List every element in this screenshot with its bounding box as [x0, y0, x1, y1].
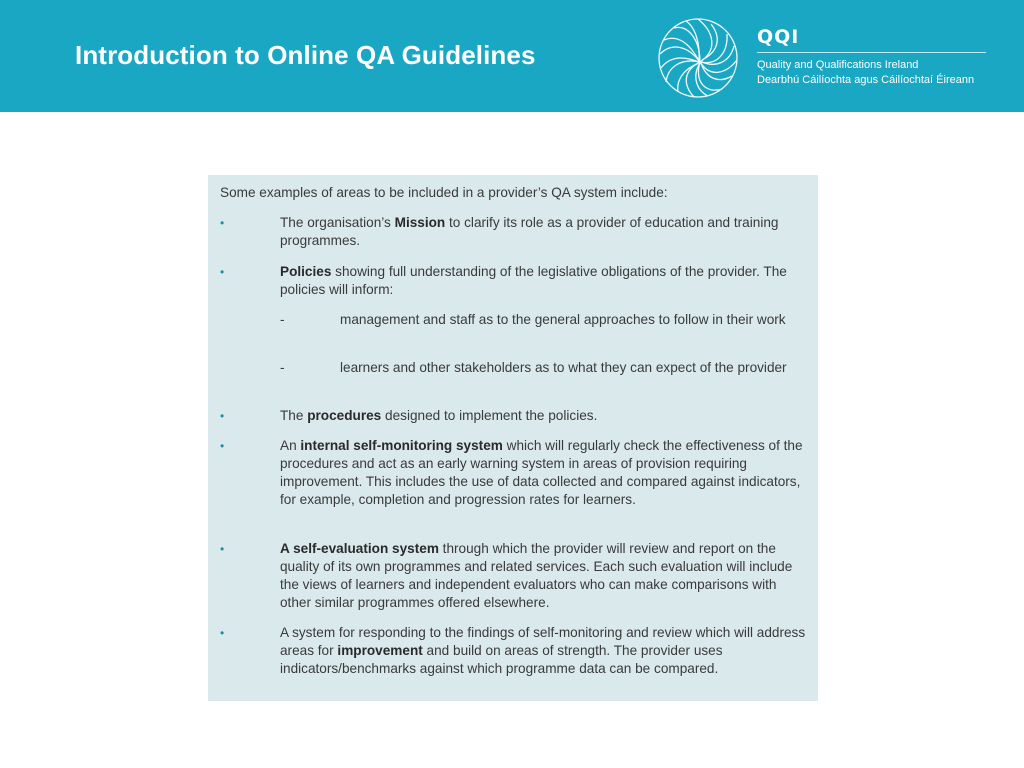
brand-name: QQI [757, 26, 800, 48]
list-item-text: The organisation’s Mission to clarify its role as a provider of education and training programmes. [280, 215, 779, 248]
bullet-icon: • [220, 626, 225, 640]
list-item-text: An internal self-monitoring system which will regularly check the effectiveness of the procedures and act as an early warning system in areas of provision requiring improvement. This includes the use of data collected and compared against indicators, for example, completion and progression rates for learners. [280, 438, 803, 507]
sub-list-item-text: learners and other stakeholders as to what they can expect of the provider [340, 360, 787, 375]
brand-tagline-english: Quality and Qualifications Ireland [757, 59, 919, 71]
qqi-logo-icon [656, 16, 740, 100]
sub-list-item-text: management and staff as to the general approaches to follow in their work [340, 312, 786, 327]
list-item-text: A self-evaluation system through which the provider will review and report on the quality of its own programmes and related services. Each such evaluation will include the views of learners and independent evaluators who can make comparisons with other similar programmes offered elsewhere. [280, 541, 793, 610]
list-item-text: The procedures designed to implement the policies. [280, 408, 598, 423]
dash-marker: - [280, 360, 285, 375]
brand-tagline-irish: Dearbhú Cáilíochta agus Cáilíochtaí Éireann [757, 74, 975, 86]
list-item-text: Policies showing full understanding of the legislative obligations of the provider. The policies will inform: [280, 264, 787, 297]
page-title: Introduction to Online QA Guidelines [75, 40, 536, 70]
header-banner [0, 0, 1024, 112]
qa-examples-panel [208, 175, 818, 701]
bullet-icon: • [220, 265, 225, 279]
bullet-icon: • [220, 216, 225, 230]
list-item-text: A system for responding to the findings of self-monitoring and review which will address areas for improvement and build on areas of strength. The provider uses indicators/benchmarks against which programme data can be compared. [280, 625, 806, 676]
dash-marker: - [280, 312, 285, 327]
panel-intro: Some examples of areas to be included in a provider’s QA system include: [220, 185, 668, 200]
bullet-icon: • [220, 542, 225, 556]
bullet-icon: • [220, 409, 225, 423]
bullet-icon: • [220, 439, 225, 453]
brand-divider [757, 52, 986, 53]
